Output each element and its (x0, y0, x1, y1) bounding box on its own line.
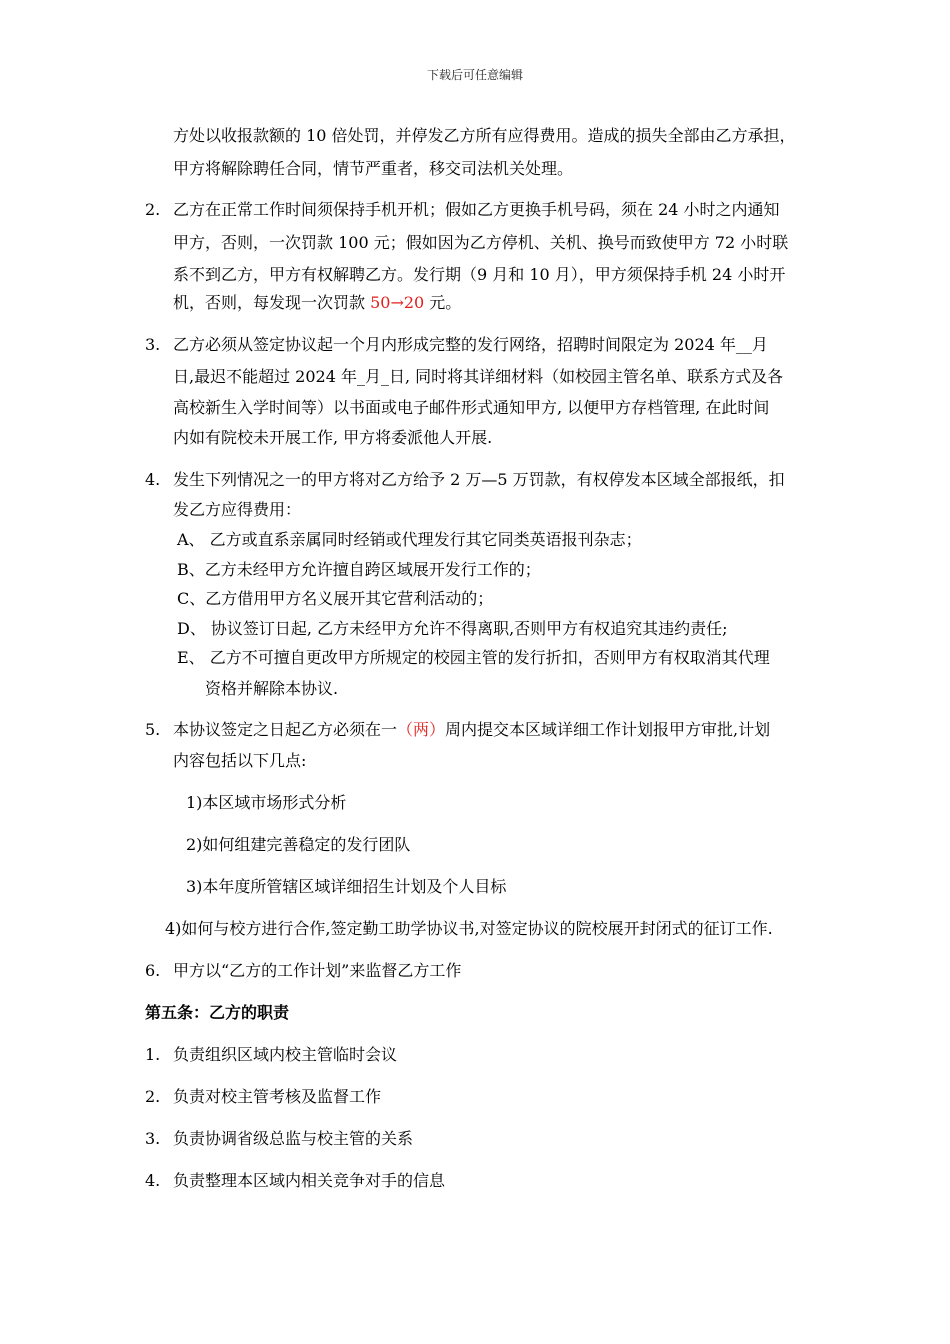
para1-line1: 方处以收报款额的 10 倍处罚，并停发乙方所有应得费用。造成的损失全部由乙方承担， (173, 126, 796, 145)
section5-title: 第五条：乙方的职责 (145, 1003, 290, 1022)
item2-line3: 系不到乙方，甲方有权解聘乙方。发行期（9 月和 10 月），甲方须保持手机 24 小时开 (173, 265, 786, 284)
item2-line1: 乙方在正常工作时间须保持手机开机；假如乙方更换手机号码，须在 24 小时之内通知 (173, 200, 780, 219)
item4-line1: 发生下列情况之一的甲方将对乙方给予 2 万—5 万罚款，有权停发本区域全部报纸，扣 (173, 470, 785, 489)
section5-item1-number: 1. (145, 1045, 161, 1064)
item4-sub-b: B、乙方未经甲方允许擅自跨区域展开发行工作的； (177, 560, 541, 579)
item3-line1: 乙方必须从签定协议起一个月内形成完整的发行网络，招聘时间限定为 2024 年__月 (173, 335, 768, 354)
item4-sub-a: A、 乙方或直系亲属同时经销或代理发行其它同类英语报刊杂志； (177, 530, 642, 549)
item3-line4: 内如有院校未开展工作, 甲方将委派他人开展. (173, 428, 493, 447)
item2-number: 2. (145, 200, 161, 219)
section5-item2-number: 2. (145, 1087, 161, 1106)
section5-item1-text: 负责组织区域内校主管临时会议 (173, 1045, 398, 1064)
item2-line4-red-revision: 50→20 (370, 293, 425, 312)
item5-line1-post: 周内提交本区域详细工作计划报甲方审批,计划 (445, 720, 771, 739)
item3-line2: 日,最迟不能超过 2024 年_月_日, 同时将其详细材料（如校园主管名单、联系方式及各 (173, 367, 784, 386)
item5-point2: 2)如何组建完善稳定的发行团队 (186, 835, 411, 854)
item3-number: 3. (145, 335, 161, 354)
section5-item3-number: 3. (145, 1129, 161, 1148)
item4-sub-e-line1: E、 乙方不可擅自更改甲方所规定的校园主管的发行折扣，否则甲方有权取消其代理 (177, 648, 770, 667)
section5-item3-text: 负责协调省级总监与校主管的关系 (173, 1129, 414, 1148)
item5-line1 (173, 720, 770, 740)
item5-line1-red-revision: （两） (397, 720, 446, 739)
item5-point3: 3)本年度所管辖区域详细招生计划及个人目标 (186, 877, 507, 896)
item2-line4-pre: 机，否则，每发现一次罚款 (173, 293, 371, 312)
item4-sub-e-line2: 资格并解除本协议. (205, 679, 339, 698)
item4-number: 4. (145, 470, 161, 489)
para1-line2: 甲方将解除聘任合同，情节严重者，移交司法机关处理。 (173, 159, 574, 178)
section5-item4-text: 负责整理本区域内相关竞争对手的信息 (173, 1171, 446, 1190)
item5-point1: 1)本区域市场形式分析 (186, 793, 347, 812)
item4-sub-d: D、 协议签订日起, 乙方未经甲方允许不得离职,否则甲方有权追究其违约责任; (177, 619, 728, 638)
item4-sub-c: C、乙方借用甲方名义展开其它营利活动的； (177, 589, 494, 608)
item5-point4: 4)如何与校方进行合作,签定勤工助学协议书,对签定协议的院校展开封闭式的征订工作. (165, 919, 773, 938)
item5-line1-pre: 本协议签定之日起乙方必须在一 (173, 720, 398, 739)
item6-number: 6. (145, 961, 161, 980)
item5-number: 5. (145, 720, 161, 739)
item4-line2: 发乙方应得费用： (173, 500, 302, 519)
page-header: 下载后可任意编辑 (426, 68, 523, 82)
item2-line4-post: 元。 (424, 293, 462, 312)
item2-line4 (173, 293, 461, 313)
item3-line3: 高校新生入学时间等）以书面或电子邮件形式通知甲方, 以便甲方存档管理, 在此时间 (173, 398, 770, 417)
item6-text: 甲方以“乙方的工作计划”来监督乙方工作 (173, 961, 462, 980)
item2-line2: 甲方，否则，一次罚款 100 元；假如因为乙方停机、关机、换号而致使甲方 72 小时联 (173, 233, 789, 252)
item5-line2: 内容包括以下几点: (173, 751, 307, 770)
section5-item2-text: 负责对校主管考核及监督工作 (173, 1087, 382, 1106)
section5-item4-number: 4. (145, 1171, 161, 1190)
